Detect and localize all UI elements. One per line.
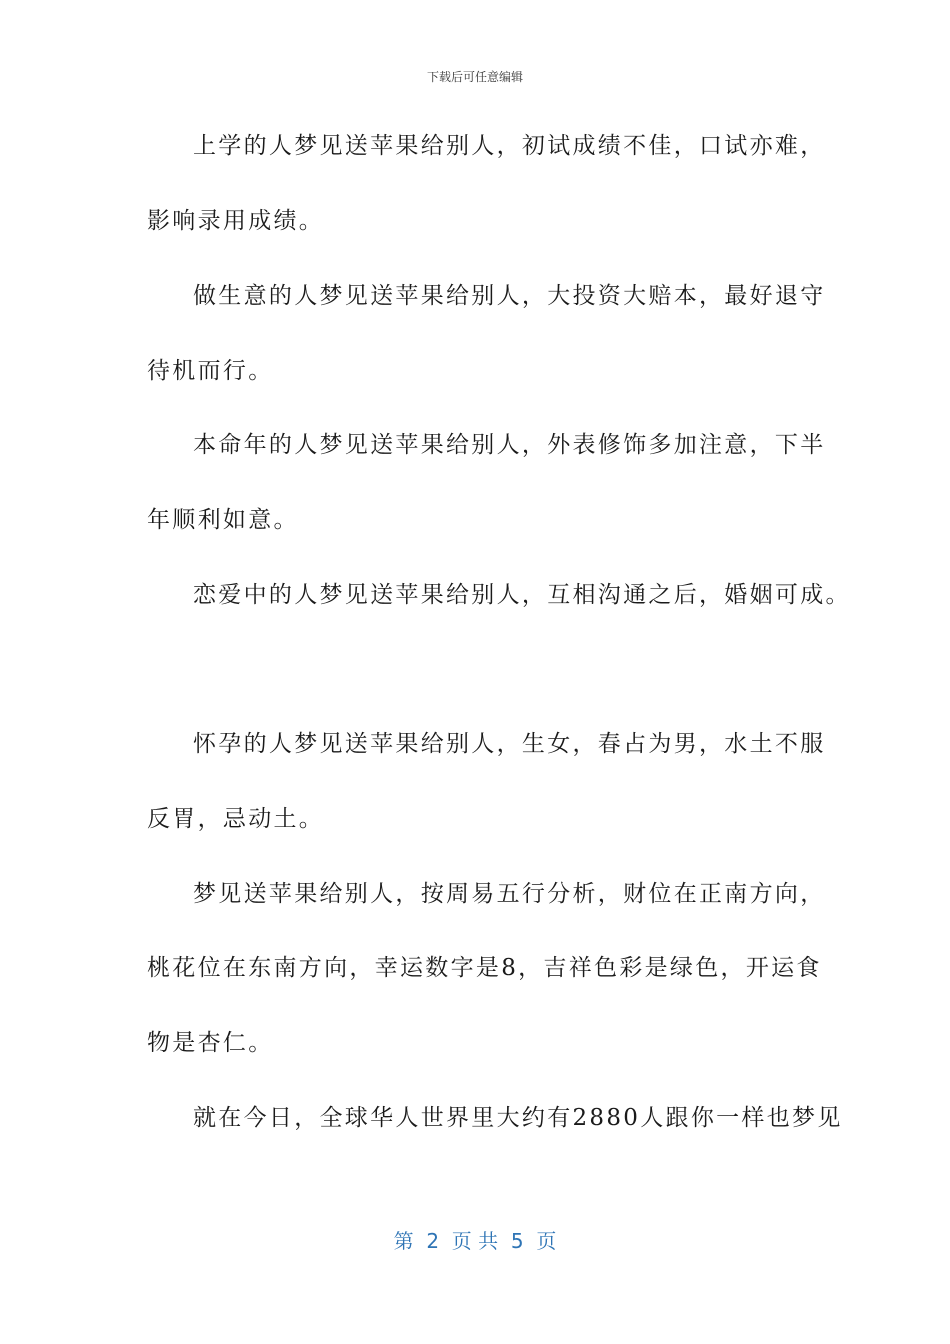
paragraph-line: 就在今日，全球华人世界里大约有2880人跟你一样也梦见: [193, 1105, 843, 1131]
paragraph-line: 反胃，忌动土。: [147, 806, 325, 832]
paragraph-line: 怀孕的人梦见送苹果给别人，生女，春占为男，水土不服: [193, 731, 826, 757]
paragraph-line: 梦见送苹果给别人，按周易五行分析，财位在正南方向，: [193, 881, 826, 907]
page-number: 第 2 页 共 5 页: [393, 1229, 557, 1253]
paragraph-line: 桃花位在东南方向，幸运数字是8，吉祥色彩是绿色，开运食: [147, 955, 822, 981]
paragraph-line: 影响录用成绩。: [147, 208, 325, 234]
paragraph-line: 待机而行。: [147, 358, 274, 384]
paragraph-line: 年顺利如意。: [147, 507, 299, 533]
paragraph-line: 做生意的人梦见送苹果给别人，大投资大赔本，最好退守: [193, 283, 826, 309]
paragraph-line: 恋爱中的人梦见送苹果给别人，互相沟通之后，婚姻可成。: [193, 582, 851, 608]
paragraph-line: 本命年的人梦见送苹果给别人，外表修饰多加注意，下半: [193, 432, 826, 458]
page-header-note: 下载后可任意编辑: [426, 70, 523, 84]
paragraph-line: 物是杏仁。: [147, 1030, 274, 1056]
paragraph-line: 上学的人梦见送苹果给别人，初试成绩不佳，口试亦难，: [193, 133, 826, 159]
